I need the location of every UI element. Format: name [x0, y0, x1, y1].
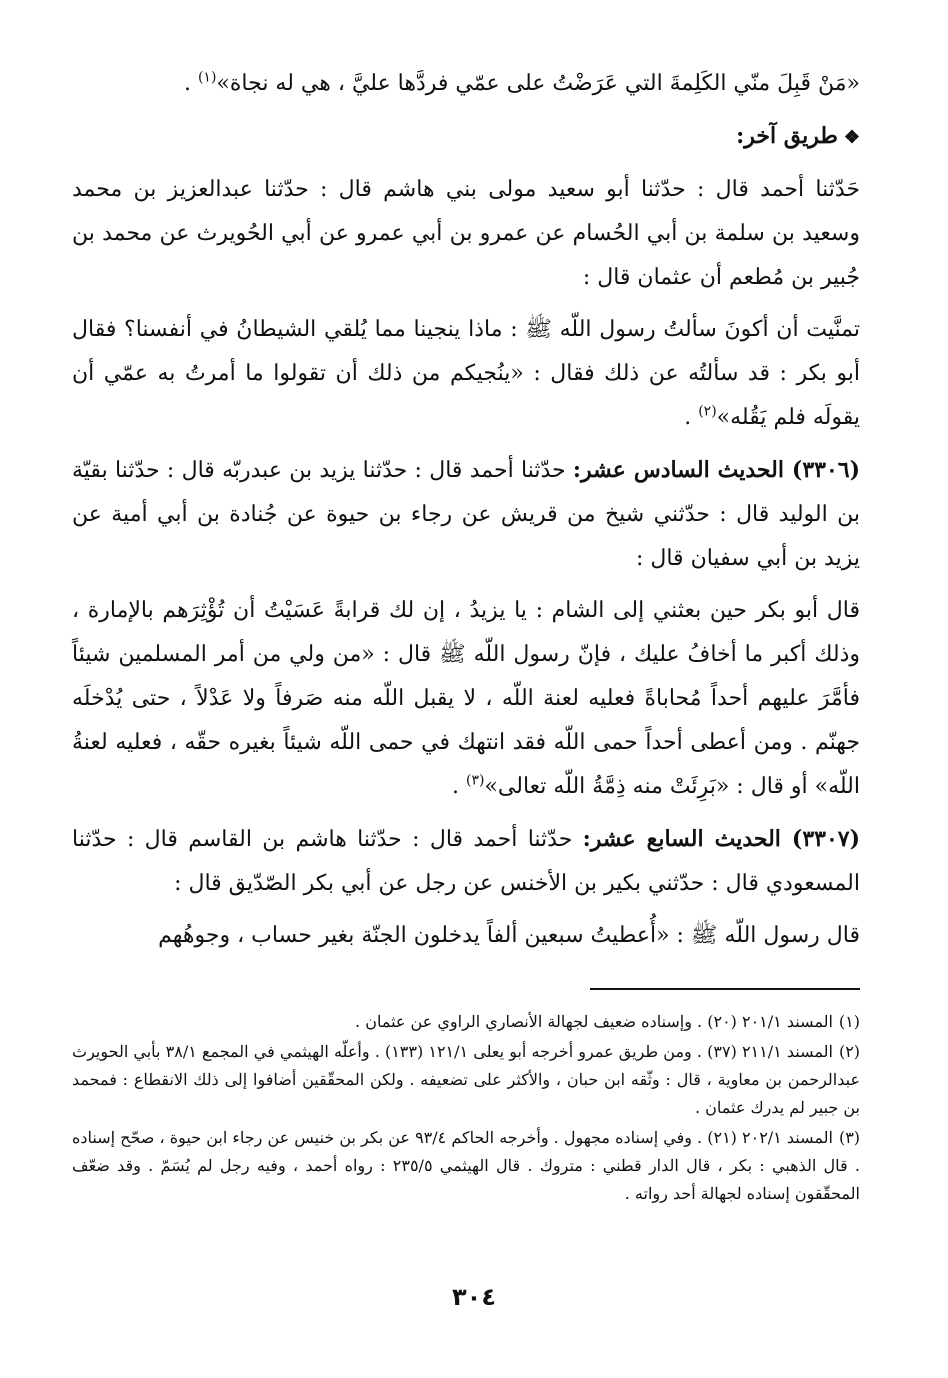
hadith-16-heading: (٣٣٠٦) الحديث السادس عشر:	[572, 457, 860, 483]
footnote-1-number: (١)	[838, 1012, 860, 1031]
footnote-2-number: (٢)	[838, 1042, 861, 1061]
footnotes	[72, 1008, 860, 1210]
hadith-16	[72, 448, 860, 581]
page-number: ٣٠٤	[452, 1283, 496, 1311]
diamond-bullet-icon: ❖	[843, 127, 860, 148]
section-heading-text: طريق آخر:	[736, 123, 838, 149]
footnote-ref-1: (١)	[197, 69, 217, 86]
paragraph-1-text: «مَنْ قَبِلَ منّي الكَلِمةَ التي عَرَضْتُ على عمّي فردَّها عليَّ ، هي له نجاة»	[216, 71, 860, 96]
footnote-2	[72, 1038, 860, 1122]
paragraph-7: قال رسول اللّه ﷺ : «أُعطيتُ سبعين ألفاً يدخلون الجنّة بغير حساب ، وجوهُهم	[158, 923, 860, 948]
hadith-17-chain: حدّثنا أحمد قال : حدّثنا هاشم بن القاسم قال : حدّثنا المسعودي قال : حدّثني بكير بن الأخنس عن رجل عن أبي بكر الصّدّيق قال :	[72, 827, 860, 896]
footnote-2-text: المسند ٢١١/١ (٣٧) . ومن طريق عمرو أخرجه أبو يعلى ١٢١/١ (١٣٣) . وأعلّه الهيثمي في المجمع ٣٨/١ بأبي الحويرث عبدالرحمن بن معاوية ، قال : وثّقه ابن حبان ، والأكثر على تضعيفه . ولكن المحقّقين أضافوا إلى ذلك الانقطاع : فمحمد بن جبير لم يدرك عثمان .	[72, 1042, 861, 1117]
paragraph-5: قال أبو بكر حين بعثني إلى الشام : يا يزيدُ ، إن لك قرابةً عَسَيْتُ أن تُؤْثِرَهم بالإمارة ، وذلك أكبر ما أخافُ عليك ، فإنّ رسول اللّه ﷺ قال : «من ولي من أمر المسلمين شيئاً فأمَّرَ عليهم أحداً مُحاباةً فعليه لعنة اللّه ، لا يقبل اللّه منه صَرفاً ولا عَدْلاً ، حتى يُدْخلَه جهنّم . ومن أعطى أحداً حمى اللّه فقد انتهك في حمى اللّه شيئاً بغيره حقّه ، فعليه لعنةُ اللّه» أو قال : «بَرِئَتْ منه ذِمَّةُ اللّه تعالى»$^{(٣)}$ .	[72, 598, 860, 799]
hadith-17	[72, 817, 860, 906]
footnote-1	[72, 1008, 860, 1036]
footnote-3-number: (٣)	[838, 1128, 861, 1147]
paragraph-1: «مَنْ قَبِلَ منّي الكَلِمةَ التي عَرَضْتُ على عمّي فردَّها عليَّ ، هي له نجاة»$^{(١)}$ .	[183, 69, 860, 96]
footnote-3	[72, 1124, 860, 1208]
paragraph-3: تمنَّيت أن أكونَ سألتُ رسول اللّه ﷺ : ماذا ينجينا مما يُلقي الشيطانُ في أنفسنا؟ فقال أبو بكر : قد سألتُه عن ذلك فقال : «ينُجيكم من ذلك أن تقولوا ما أمرتُ به عمّي أن يقولَه فلم يَقُله»$^{(٢)}$ .	[72, 317, 860, 430]
hadith-16-chain: حدّثنا أحمد قال : حدّثنا يزيد بن عبدربّه قال : حدّثنا بقيّة بن الوليد قال : حدّثني شيخ من قريش عن رجاء بن حيوة عن جُنادة بن أبي أمية عن يزيد بن أبي سفيان قال :	[72, 458, 860, 571]
footnote-1-text: المسند ٢٠١/١ (٢٠) . وإسناده ضعيف لجهالة الأنصاري الراوي عن عثمان .	[355, 1012, 833, 1031]
paragraph-5-text: قال أبو بكر حين بعثني إلى الشام : يا يزيدُ ، إن لك قرابةً عَسَيْتُ أن تُؤْثِرَهم بالإمارة ، وذلك أكبر ما أخافُ عليك ، فإنّ رسول اللّه ﷺ قال : «من ولي من أمر المسلمين شيئاً فأمَّرَ عليهم أحداً مُحاباةً فعليه لعنة اللّه ، لا يقبل اللّه منه صَرفاً ولا عَدْلاً ، حتى يُدْخلَه جهنّم . ومن أعطى أحداً حمى اللّه فقد انتهك في حمى اللّه شيئاً بغيره حقّه ، فعليه لعنةُ اللّه» أو قال : «بَرِئَتْ منه ذِمَّةُ اللّه تعالى»	[72, 598, 860, 799]
section-heading	[72, 114, 860, 160]
main-text	[72, 62, 860, 960]
footnote-divider	[590, 988, 860, 990]
paragraph-3-text: تمنَّيت أن أكونَ سألتُ رسول اللّه ﷺ : ماذا ينجينا مما يُلقي الشيطانُ في أنفسنا؟ فقال أبو بكر : قد سألتُه عن ذلك فقال : «ينُجيكم من ذلك أن تقولوا ما أمرتُ به عمّي أن يقولَه فلم يَقُله»	[72, 317, 860, 430]
footnote-ref-3: (٣)	[466, 772, 485, 789]
paragraph-2: حَدّثنا أحمد قال : حدّثنا أبو سعيد مولى بني هاشم قال : حدّثنا عبدالعزيز بن محمد وسعيد بن سلمة بن أبي الحُسام عن عمرو بن أبي عمرو عن أبي الحُويرث عن محمد بن جُبير بن مُطعم أن عثمان قال :	[72, 177, 860, 290]
footnote-3-text: المسند ٢٠٢/١ (٢١) . وفي إسناده مجهول . وأخرجه الحاكم ٩٣/٤ عن بكر بن خنيس عن رجاء ابن حيوة ، صحّح إسناده . قال الذهبي : بكر ، قال الدار قطني : متروك . قال الهيثمي ٢٣٥/٥ : رواه أحمد ، وفيه رجل لم يُسَمّ . وقد ضعّف المحقّقون إسناده لجهالة أحد رواته .	[72, 1128, 861, 1203]
footnote-ref-2: (٢)	[698, 403, 717, 420]
hadith-17-heading: (٣٣٠٧) الحديث السابع عشر:	[582, 826, 860, 852]
